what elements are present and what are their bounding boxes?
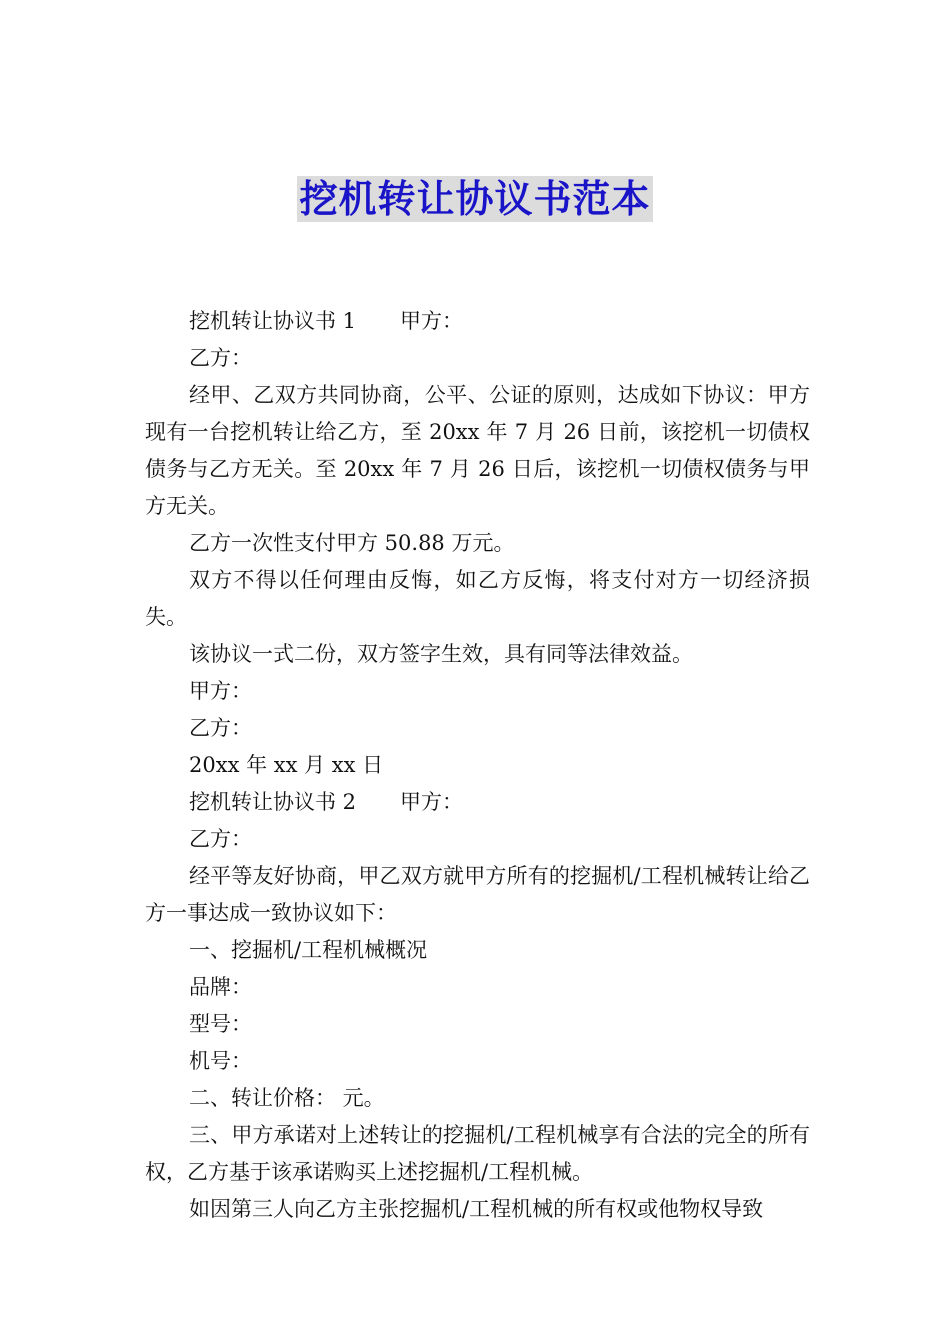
paragraph: 如因第三人向乙方主张挖掘机/工程机械的所有权或他物权导致: [189, 1197, 764, 1221]
paragraph: 该协议一式二份，双方签字生效，具有同等法律效益。: [189, 642, 693, 666]
section-heading: 挖机转让协议书 1: [189, 309, 357, 333]
paragraph: 经平等友好协商，甲乙双方就甲方所有的挖掘机/工程机械转让给乙方一事达成一致协议如下：: [145, 864, 810, 925]
section-heading: 挖机转让协议书 2: [189, 790, 357, 814]
paragraph: 二、转让价格： 元。: [189, 1086, 385, 1110]
document-body: [145, 303, 810, 1228]
paragraph: 三、甲方承诺对上述转让的挖掘机/工程机械享有合法的完全的所有权，乙方基于该承诺购买上述挖掘机/工程机械。: [145, 1123, 810, 1184]
paragraph: 乙方：: [189, 346, 252, 370]
paragraph: 一、挖掘机/工程机械概况: [189, 938, 428, 962]
section1-heading-line: [145, 303, 810, 340]
paragraph: 甲方：: [189, 679, 252, 703]
party-a-label: 甲方：: [400, 309, 464, 333]
paragraph: 型号：: [189, 1012, 252, 1036]
title-container: [0, 176, 950, 222]
paragraph: 经甲、乙双方共同协商，公平、公证的原则，达成如下协议：甲方现有一台挖机转让给乙方，至 20xx 年 7 月 26 日前，该挖机一切债权债务与乙方无关。至 20xx 年 7 月 26 日后，该挖机一切债权债务与甲方无关。: [145, 383, 810, 518]
document-title: 挖机转让协议书范本: [299, 177, 651, 221]
party-a-label: 甲方：: [400, 790, 464, 814]
paragraph: 乙方一次性支付甲方 50.88 万元。: [189, 531, 515, 555]
paragraph: 20xx 年 xx 月 xx 日: [189, 753, 384, 777]
paragraph: 品牌：: [189, 975, 252, 999]
paragraph: 双方不得以任何理由反悔，如乙方反悔，将支付对方一切经济损失。: [145, 568, 810, 629]
paragraph: 乙方：: [189, 716, 252, 740]
paragraph: 乙方：: [189, 827, 252, 851]
section2-heading-line: [145, 784, 810, 821]
paragraph: 机号：: [189, 1049, 252, 1073]
